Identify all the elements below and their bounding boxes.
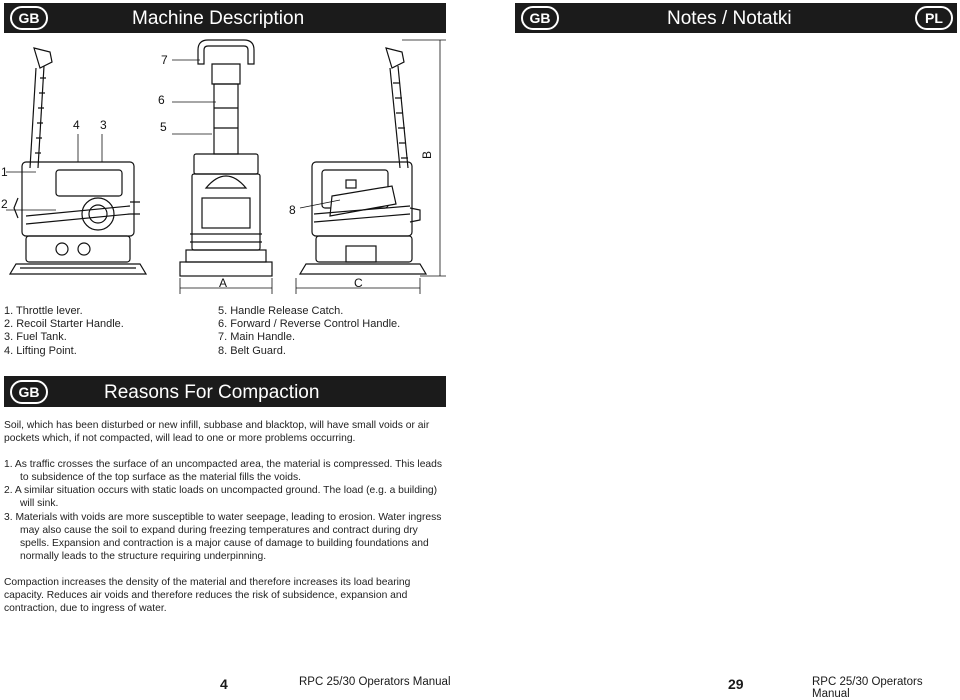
dimension-a: A	[219, 276, 228, 290]
legend-item: 8. Belt Guard.	[218, 344, 286, 357]
closing-paragraph: Compaction increases the density of the material and therefore increases its load bearing capacity. Reduces air voids and therefore reduces the risk of subsidence, expansion and contraction, due to ingress of water.	[4, 576, 411, 615]
legend-item: 1. Throttle lever.	[4, 305, 83, 317]
manual-title-left: RPC 25/30 Operators Manual	[299, 676, 451, 688]
machine-diagram	[0, 38, 450, 298]
legend-item: 3. Fuel Tank.	[4, 331, 67, 344]
side-view-right-drawing	[300, 48, 426, 274]
machine-description-banner	[4, 3, 446, 33]
legend-item: 5. Handle Release Catch.	[218, 305, 344, 317]
dimension-c: C	[354, 276, 363, 290]
parts-legend-right	[218, 305, 400, 358]
callout-4: 4	[73, 118, 80, 132]
notes-banner	[515, 3, 957, 33]
section-title: Reasons For Compaction	[104, 382, 320, 403]
callout-3: 3	[100, 118, 107, 132]
gb-badge: GB	[10, 380, 48, 404]
gb-badge: GB	[521, 6, 559, 30]
page-title: Machine Description	[132, 8, 305, 29]
callout-6: 6	[158, 93, 165, 107]
callout-5: 5	[160, 120, 167, 134]
reasons-banner	[4, 376, 446, 407]
rear-view-center-drawing	[180, 40, 272, 276]
parts-legend-left	[4, 305, 124, 358]
notes-title: Notes / Notatki	[667, 8, 792, 29]
list-item: 1. As traffic crosses the surface of an uncompacted area, the material is compressed. This leads to subsidence of the top surface as the material fills the voids.	[4, 459, 443, 484]
page-number-right: 29	[728, 676, 744, 692]
dimension-b: B	[420, 150, 435, 160]
legend-item: 7. Main Handle.	[218, 331, 296, 344]
callout-2: 2	[1, 197, 8, 211]
legend-item: 6. Forward / Reverse Control Handle.	[218, 318, 401, 331]
compaction-body	[4, 419, 448, 615]
callout-8: 8	[289, 203, 296, 217]
callout-7: 7	[161, 53, 168, 67]
list-item: 2. A similar situation occurs with static loads on uncompacted ground. The load (e.g. a building) will sink.	[4, 485, 438, 510]
intro-paragraph: Soil, which has been disturbed or new infill, subbase and blacktop, will have small voids or air pockets which, if not compacted, will lead to one or more problems occurring.	[4, 420, 430, 445]
gb-badge: GB	[10, 6, 48, 30]
page-number-left: 4	[220, 676, 228, 692]
pl-badge: PL	[915, 6, 953, 30]
legend-item: 4. Lifting Point.	[4, 344, 77, 357]
legend-item: 2. Recoil Starter Handle.	[4, 318, 124, 331]
list-item: 3. Materials with voids are more susceptible to water seepage, leading to erosion. Water ingress may also cause the soil to expand during freezing temperatures and contract during dry spells. Expansion and contraction is a major cause of damage to building foundations and normally leads to the structure requiring underpinning.	[4, 511, 442, 562]
manual-title-right: RPC 25/30 Operators Manual	[812, 676, 923, 700]
callout-1: 1	[1, 165, 8, 179]
